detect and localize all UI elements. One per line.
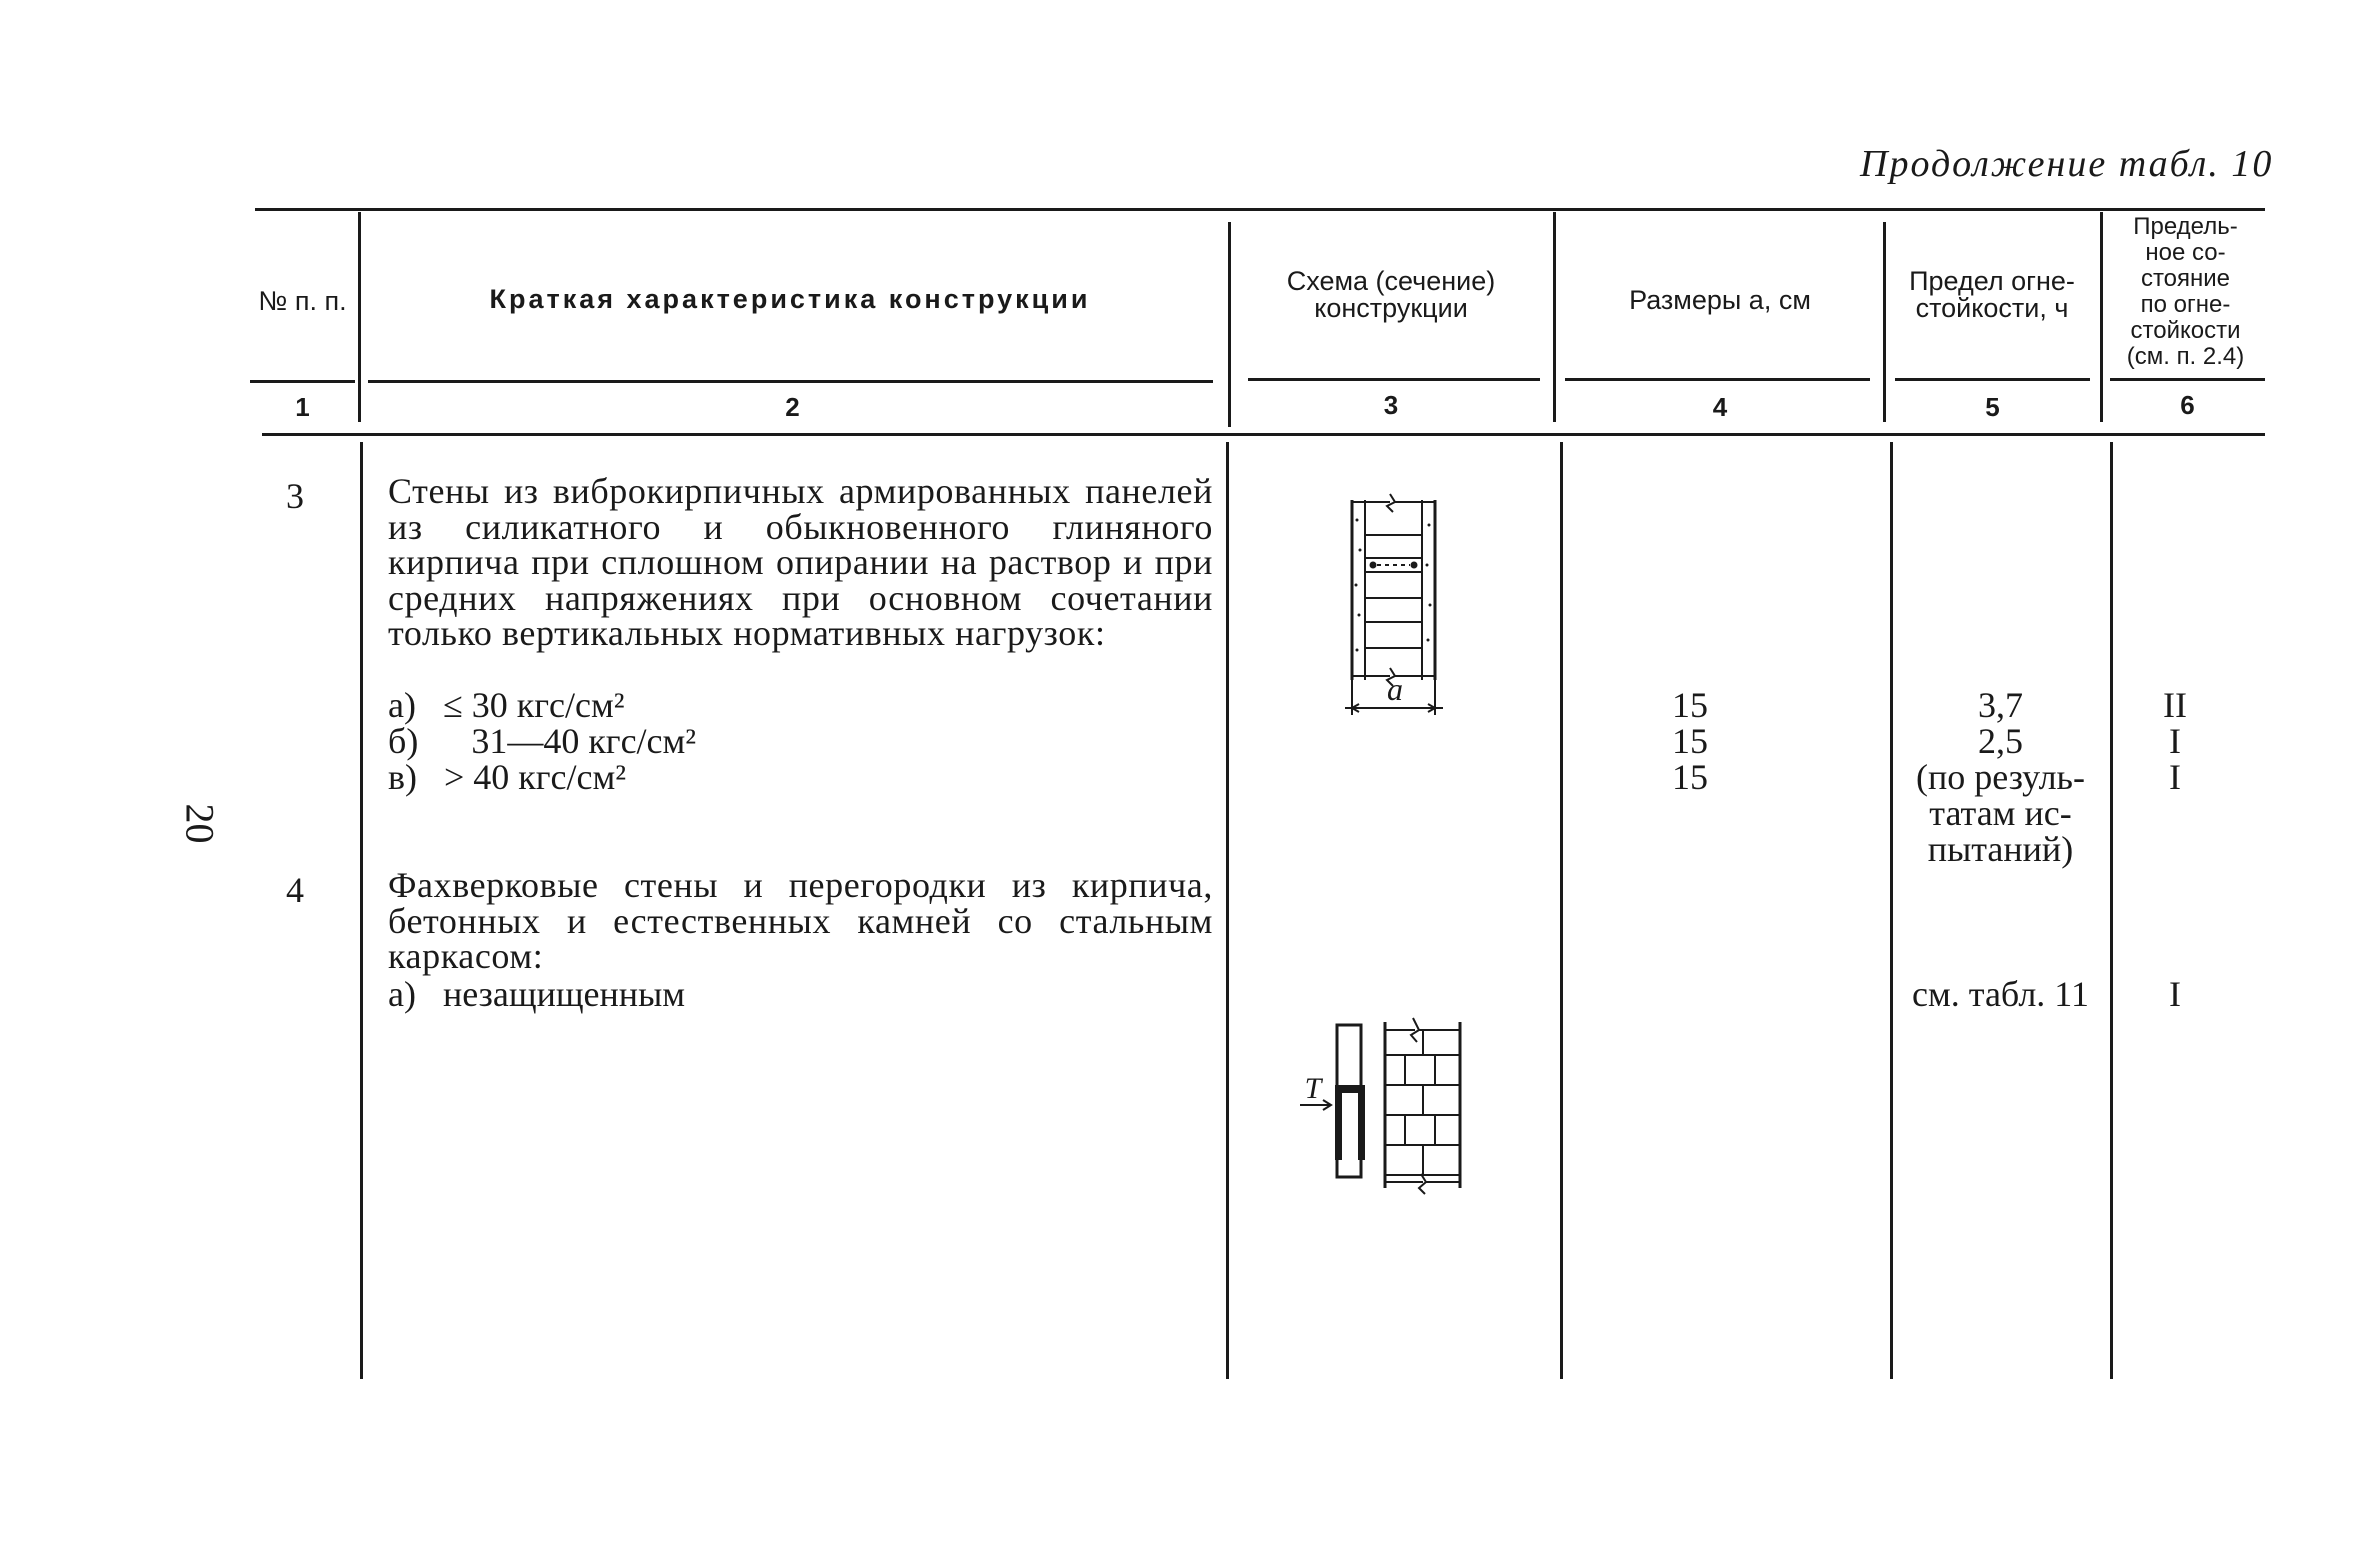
header-rule xyxy=(250,380,355,383)
column-number: 1 xyxy=(295,392,310,422)
size-value: 15 xyxy=(1672,757,1708,797)
header-col-scheme xyxy=(1232,268,1550,322)
header-col-scheme-line2: конструкции xyxy=(1314,293,1468,323)
col-divider xyxy=(1226,442,1229,1379)
size-value: 15 xyxy=(1672,685,1708,725)
header-col-fire-limit-line2: стойкости, ч xyxy=(1915,293,2069,323)
sub-item-text: незащищенным xyxy=(442,974,686,1014)
col-divider xyxy=(1890,442,1893,1379)
column-number: 5 xyxy=(1985,392,2000,422)
header-col-description: Краткая характеристика конструкции xyxy=(489,284,1091,314)
panel-section-diagram xyxy=(1335,490,1465,720)
header-rule xyxy=(1895,378,2090,381)
sub-item xyxy=(388,721,697,761)
col-divider xyxy=(1883,222,1886,422)
header-rule xyxy=(368,380,1213,383)
sub-item-label: а) xyxy=(388,974,416,1014)
header-col-fire-limit xyxy=(1887,268,2097,322)
fire-limit-note: пытаний) xyxy=(1927,829,2074,869)
diagram-load-label: T xyxy=(1304,1072,1322,1105)
row-number: 3 xyxy=(286,476,304,516)
sub-item xyxy=(388,757,627,797)
header-col-fire-limit-line1: Предел огне- xyxy=(1909,266,2075,296)
fire-limit-value: (по резуль- xyxy=(1916,757,2085,797)
fire-limit-value: см. табл. 11 xyxy=(1912,974,2089,1014)
header-col-number: № п. п. xyxy=(258,286,347,316)
header-col-scheme-line1: Схема (сечение) xyxy=(1286,266,1496,296)
sub-item-text: > 40 кгс/см² xyxy=(444,757,627,797)
header-col-state xyxy=(2103,214,2268,370)
number-row-rule xyxy=(262,433,2265,436)
size-value: 15 xyxy=(1672,721,1708,761)
table-caption: Продолжение табл. 10 xyxy=(1860,143,2274,185)
sub-item-label: а) xyxy=(388,685,416,725)
header-col-state-line: (см. п. 2.4) xyxy=(2126,343,2245,370)
header-col-size: Размеры a, см xyxy=(1629,285,1811,315)
fire-limit-note: татам ис- xyxy=(1929,793,2072,833)
row-description: Фахверковые стены и перегородки из кирпича, бетонных и естественных камней со стальным каркасом: xyxy=(388,865,1213,976)
header-rule xyxy=(1565,378,1870,381)
fire-limit-value: 2,5 xyxy=(1978,721,2023,761)
header-rule xyxy=(1248,378,1540,381)
header-rule xyxy=(2110,378,2265,381)
sub-item-text: 31—40 кгс/см² xyxy=(444,721,697,761)
column-number: 4 xyxy=(1712,392,1728,422)
col-divider xyxy=(1228,222,1231,427)
col-divider xyxy=(2110,442,2113,1379)
header-col-state-line: стойкости xyxy=(2130,317,2241,344)
column-number: 3 xyxy=(1383,390,1399,420)
fire-limit-value: 3,7 xyxy=(1978,685,2023,725)
col-divider xyxy=(360,442,363,1379)
state-value: I xyxy=(2169,721,2181,761)
table-top-rule xyxy=(255,208,2265,211)
header-col-state-line: по огне- xyxy=(2140,291,2231,318)
diagram-dimension-label: a xyxy=(1387,671,1403,707)
sub-item-text: ≤ 30 кгс/см² xyxy=(442,685,625,725)
row-description: Стены из виброкирпичных армированных панелей из силикатного и обыкновенного глиняного кирпича при сплошном опирании на раствор и при средних напряжениях при основном сочетании только вертикальных нормативных нагрузок: xyxy=(388,471,1213,653)
column-number: 6 xyxy=(2180,390,2195,420)
sub-item xyxy=(388,685,625,725)
state-value: I xyxy=(2169,974,2181,1014)
sub-item-label: в) xyxy=(388,757,417,797)
page-number: 20 xyxy=(177,803,223,844)
sub-item-label: б) xyxy=(388,721,419,761)
half-timber-wall-diagram xyxy=(1295,1010,1475,1195)
state-value: II xyxy=(2163,685,2187,725)
col-divider xyxy=(358,212,361,422)
sub-item xyxy=(388,974,686,1014)
row-number: 4 xyxy=(286,870,304,910)
header-col-state-line: стояние xyxy=(2140,265,2231,292)
column-number: 2 xyxy=(785,392,800,422)
col-divider xyxy=(1553,212,1556,422)
header-col-state-line: Предель- xyxy=(2133,213,2238,240)
col-divider xyxy=(1560,442,1563,1379)
state-value: I xyxy=(2169,757,2181,797)
header-col-state-line: ное со- xyxy=(2145,239,2226,266)
